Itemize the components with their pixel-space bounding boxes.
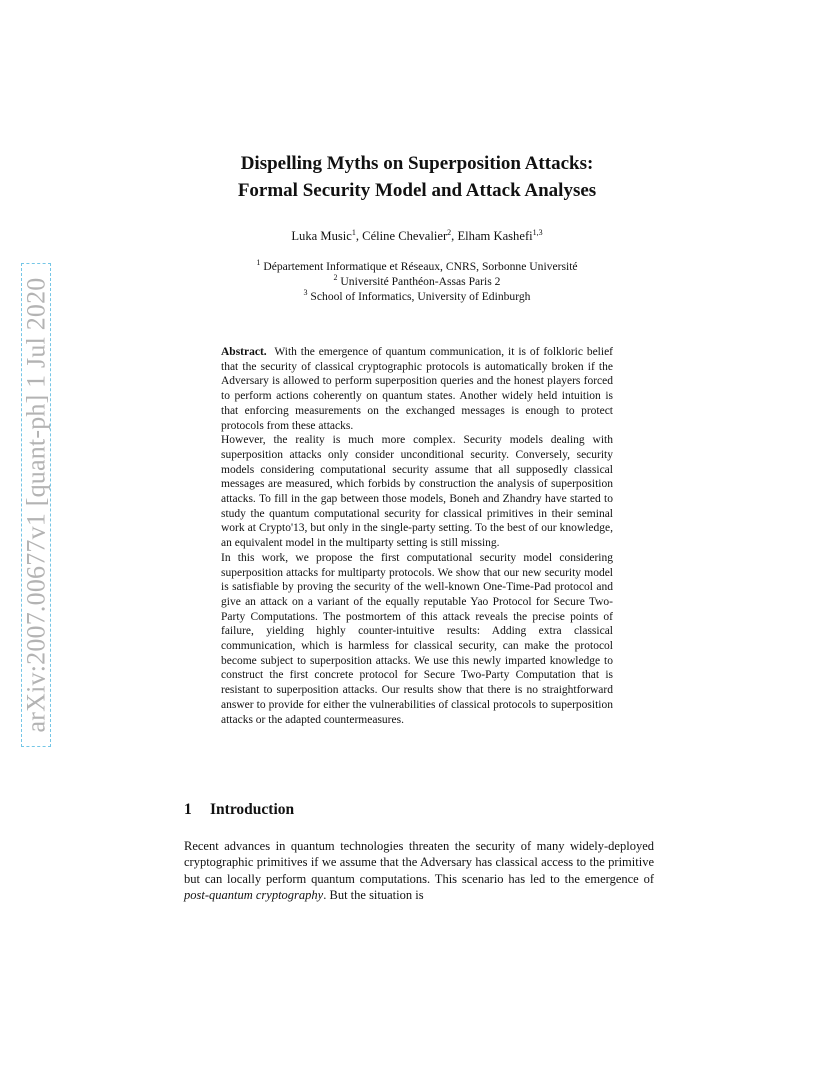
affiliation-line [150,274,684,289]
affiliation-text: School of Informatics, University of Edinburgh [310,290,531,303]
intro-text: Recent advances in quantum technologies threaten the security of many widely-deployed cryptographic primitives if we assume that the Adversary has classical access to the primitive but can locally perform quantum computations. This scenario has led to the emergence of [184,839,654,886]
affiliation-list [150,259,684,304]
introduction-body [184,838,654,903]
intro-paragraph [184,838,654,903]
author-affiliation-mark: 1,3 [532,228,543,237]
intro-emphasis: post-quantum cryptography [184,887,324,902]
author-name: Luka Music [291,229,352,243]
author-affiliation-mark: 2 [447,228,452,237]
affiliation-text: Université Panthéon-Assas Paris 2 [340,275,501,288]
section-title: Introduction [210,801,295,818]
abstract [221,345,613,727]
abstract-heading: Abstract. [221,346,267,358]
abstract-paragraph [221,345,613,433]
affiliation-line [150,289,684,304]
abstract-paragraph: In this work, we propose the first computational security model considering superposition attacks for multiparty protocols. We show that our new security model is satisfiable by proving the security of the well-known One-Time-Pad protocol and give an attack on a variant of the equally reputable Yao Protocol for Secure Two-Party Computations. The postmortem of this attack reveals the precise points of failure, yielding highly counter-intuitive results: Adding extra classical communication, which is harmless for classical security, can make the protocol become subject to superposition attacks. We use this newly imparted knowledge to construct the first concrete protocol for Secure Two-Party Computation that is resistant to superposition attacks. Our results show that there is no straightforward answer to provide for either the vulnerabilities of classical protocols to superposition attacks or the adapted countermeasures. [221,551,613,726]
author-name: Elham Kashefi [457,229,533,243]
author-list: Luka Music$^1$, Céline Chevalier$^2$, Elham Kashefi$^{1,3}$ [291,228,543,243]
author-affiliation-mark: 1 [351,228,356,237]
affiliation-line [150,259,684,274]
arxiv-identifier-text: arXiv:2007.00677v1 [quant-ph] 1 Jul 2020 [21,277,51,733]
title-line-1: Dispelling Myths on Superposition Attacks: [240,153,594,174]
affiliation-text: Département Informatique et Réseaux, CNRS, Sorbonne Université [263,260,578,273]
intro-text-continued: . But the situation is [323,887,424,902]
author-name: Céline Chevalier [362,229,448,243]
title-line-2: Formal Security Model and Attack Analyses [237,180,597,201]
affiliation-mark: 2 [333,273,338,282]
affiliation-mark: 1 [256,258,261,267]
paper-title [150,150,684,204]
arxiv-identifier-stamp [21,263,51,747]
section-heading [184,801,294,819]
section-number: 1 [184,801,192,818]
abstract-paragraph: However, the reality is much more complex. Security models dealing with superposition attacks only consider unconditional security. Conversely, security models considering computational security assume that all supposedly classical messages are measured, which forbids by construction the analysis of superposition attacks. To fill in the gap between those models, Boneh and Zhandry have started to study the quantum computational security for classical primitives in their seminal work at Crypto'13, but only in the single-party setting. To the best of our knowledge, an equivalent model in the multiparty setting is still missing. [221,434,613,550]
affiliation-mark: 3 [303,288,308,297]
abstract-text: With the emergence of quantum communication, it is of folkloric belief that the security of classical cryptographic protocols is automatically broken if the Adversary is allowed to perform superposition queries and the honest players forced to perform actions coherently on quantum states. Another widely held intuition is that enforcing measurements on the exchanged messages is enough to protect protocols from these attacks. [221,346,614,432]
